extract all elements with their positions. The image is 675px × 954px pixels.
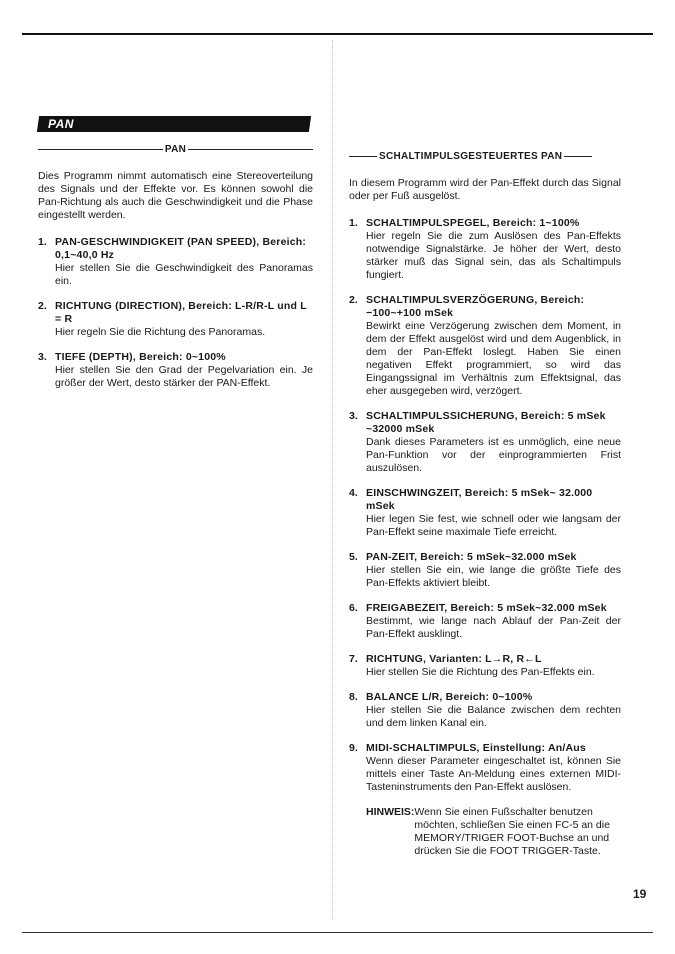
item-heading: PAN-ZEIT, Bereich: 5 mSek~32.000 mSek bbox=[366, 551, 577, 563]
list-item bbox=[349, 653, 621, 679]
item-heading: FREIGABEZEIT, Bereich: 5 mSek~32.000 mSek bbox=[366, 602, 607, 614]
item-description: Dank dieses Parameters ist es unmöglich, eine neue Pan-Funktion vor der einprogrammierten Frist auszulösen. bbox=[366, 436, 621, 474]
list-item bbox=[349, 691, 621, 730]
right-column bbox=[349, 150, 621, 858]
item-description: Hier regeln Sie die Richtung des Panoramas. bbox=[55, 326, 266, 338]
item-number: 2. bbox=[349, 294, 358, 306]
page-number: 19 bbox=[633, 887, 647, 901]
item-number: 3. bbox=[38, 351, 47, 363]
item-heading: PAN-GESCHWINDIGKEIT (PAN SPEED), Bereich: 0,1~40,0 Hz bbox=[55, 236, 307, 261]
item-heading: BALANCE L/R, Bereich: 0~100% bbox=[366, 691, 533, 703]
item-body bbox=[366, 410, 621, 475]
list-item bbox=[349, 602, 621, 641]
item-body bbox=[366, 551, 621, 590]
item-heading: RICHTUNG (DIRECTION), Bereich: L-R/R-L und L = R bbox=[55, 300, 307, 325]
item-body bbox=[366, 217, 621, 282]
item-description: Bewirkt eine Verzögerung zwischen dem Moment, in dem der Effekt ausgelöst wird und dem Augenblick, in dem der Pan-Effekt loslegt. Haben Sie einen negativen Effekt programmiert, so wird das Eingangssignal im Verhältnis zum Effektsignal, das eher ausgegeben wird, verzögert. bbox=[366, 320, 621, 397]
item-number: 6. bbox=[349, 602, 358, 614]
item-number: 2. bbox=[38, 300, 47, 312]
item-body bbox=[366, 742, 621, 794]
left-column bbox=[38, 143, 313, 402]
section-banner bbox=[37, 116, 311, 132]
item-number: 9. bbox=[349, 742, 358, 754]
left-intro: Dies Programm nimmt automatisch eine Stereoverteilung des Signals und der Effekte vor. Es können sowohl die Pan-Richtung als auch die Geschwindigkeit und die Phase eingestellt werden. bbox=[38, 170, 313, 221]
title-rule bbox=[188, 149, 313, 150]
item-number: 1. bbox=[38, 236, 47, 248]
list-item bbox=[38, 236, 313, 288]
item-body bbox=[366, 691, 621, 730]
item-body bbox=[55, 236, 313, 288]
item-number: 7. bbox=[349, 653, 358, 665]
title-rule bbox=[38, 149, 163, 150]
title-rule bbox=[564, 156, 592, 157]
list-item bbox=[349, 294, 621, 398]
left-section-title bbox=[38, 143, 313, 156]
item-heading: EINSCHWINGZEIT, Bereich: 5 mSek~ 32.000 mSek bbox=[366, 487, 593, 512]
item-heading: TIEFE (DEPTH), Bereich: 0~100% bbox=[55, 351, 226, 363]
item-heading: SCHALTIMPULSSICHERUNG, Bereich: 5 mSek ~32000 mSek bbox=[366, 410, 606, 435]
list-item bbox=[38, 300, 313, 339]
left-title-text: PAN bbox=[164, 144, 187, 155]
item-number: 8. bbox=[349, 691, 358, 703]
list-item bbox=[38, 351, 313, 390]
item-heading: RICHTUNG, Varianten: L→R, R←L bbox=[366, 653, 542, 665]
item-description: Hier regeln Sie die zum Auslösen des Pan-Effekts notwendige Signalstärke. Je höher der Wert, desto stärker muß das Signal sein, das als Schaltimpuls fungiert. bbox=[366, 230, 621, 281]
item-body bbox=[366, 487, 621, 539]
item-description: Hier stellen Sie den Grad der Pegelvariation ein. Je größer der Wert, desto stärker der PAN-Effekt. bbox=[55, 364, 313, 389]
item-description: Hier stellen Sie ein, wie lange die größte Tiefe des Pan-Effekts aktiviert bleibt. bbox=[366, 564, 621, 589]
item-number: 1. bbox=[349, 217, 358, 229]
item-heading: MIDI-SCHALTIMPULS, Einstellung: An/Aus bbox=[366, 742, 586, 754]
item-number: 3. bbox=[349, 410, 358, 422]
right-item-list bbox=[349, 217, 621, 794]
list-item bbox=[349, 551, 621, 590]
right-intro: In diesem Programm wird der Pan-Effekt durch das Signal oder per Fuß ausgelöst. bbox=[349, 177, 621, 202]
item-description: Bestimmt, wie lange nach Ablauf der Pan-Zeit der Pan-Effekt ausklingt. bbox=[366, 615, 621, 640]
note-text: Wenn Sie einen Fußschalter benutzen möchten, schließen Sie einen FC-5 an die MEMORY/TRIGER FOOT-Buchse an und drücken Sie die FOOT TRIGGER-Taste. bbox=[414, 806, 610, 857]
item-body bbox=[366, 653, 621, 679]
item-number: 4. bbox=[349, 487, 358, 499]
item-description: Hier legen Sie fest, wie schnell oder wie langsam der Pan-Effekt seine maximale Tiefe erreicht. bbox=[366, 513, 621, 538]
title-rule bbox=[349, 156, 377, 157]
item-heading: SCHALTIMPULSPEGEL, Bereich: 1~100% bbox=[366, 217, 580, 229]
note-label: HINWEIS: bbox=[366, 806, 415, 818]
right-section-title bbox=[349, 150, 621, 163]
list-item bbox=[349, 410, 621, 475]
item-description: Hier stellen Sie die Balance zwischen dem rechten und dem linken Kanal ein. bbox=[366, 704, 621, 729]
item-body bbox=[366, 602, 621, 641]
note bbox=[366, 806, 621, 858]
right-title-text: SCHALTIMPULSGESTEUERTES PAN bbox=[379, 151, 563, 162]
list-item bbox=[349, 487, 621, 539]
list-item bbox=[349, 742, 621, 794]
item-description: Hier stellen Sie die Richtung des Pan-Effekts ein. bbox=[366, 666, 595, 678]
column-divider bbox=[332, 40, 333, 920]
item-body bbox=[55, 351, 313, 390]
item-body bbox=[55, 300, 313, 339]
banner-label: PAN bbox=[48, 117, 74, 131]
left-item-list bbox=[38, 236, 313, 390]
item-heading: SCHALTIMPULSVERZÖGERUNG, Bereich: −100~+100 mSek bbox=[366, 294, 585, 319]
bottom-rule bbox=[22, 932, 653, 933]
item-description: Hier stellen Sie die Geschwindigkeit des Panoramas ein. bbox=[55, 262, 313, 287]
item-body bbox=[366, 294, 621, 398]
item-description: Wenn dieser Parameter eingeschaltet ist, können Sie mittels einer Taste An-Meldung eines externen MIDI-Tasteninstruments den Pan-Effekt auslösen. bbox=[366, 755, 621, 793]
item-number: 5. bbox=[349, 551, 358, 563]
top-rule bbox=[22, 33, 653, 35]
list-item bbox=[349, 217, 621, 282]
